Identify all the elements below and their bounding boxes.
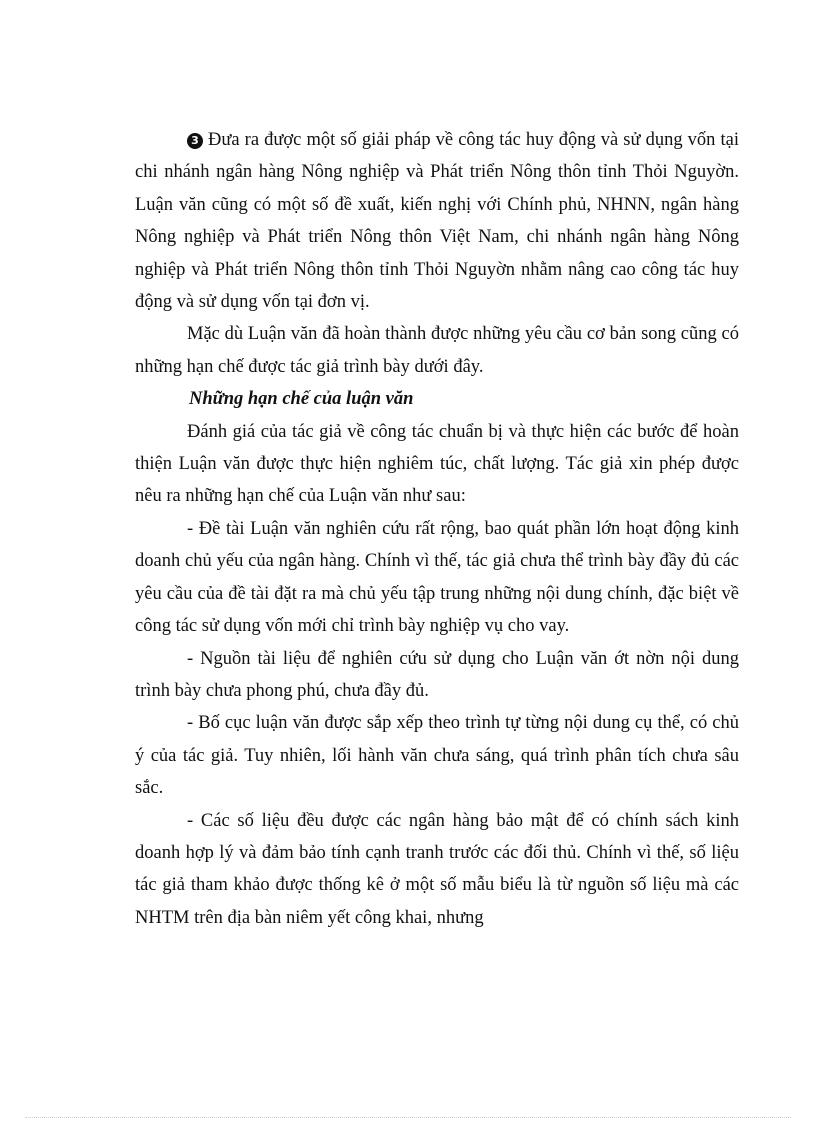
section-heading: Những hạn chế của luận văn (189, 389, 414, 410)
document-body (135, 124, 739, 934)
summary-paragraph: Mặc dù Luận văn đã hoàn thành được những yêu cầu cơ bản song cũng có những hạn chế được tác giả trình bày dưới đây. (135, 324, 739, 377)
bullet-paragraph-text: Đưa ra được một số giải pháp về công tác huy động và sử dụng vốn tại chi nhánh ngân hàng Nông nghiệp và Phát triển Nông thôn tỉnh Thỏi Nguyờn. Luận văn cũng có một số đề xuất, kiến nghị với Chính phủ, NHNN, ngân hàng Nông nghiệp và Phát triển Nông thôn Việt Nam, chi nhánh ngân hàng Nông nghiệp và Phát triển Nông thôn tỉnh Thỏi Nguyờn nhằm nâng cao công tác huy động và sử dụng vốn tại đơn vị. (135, 130, 739, 313)
intro-paragraph: Đánh giá của tác giả về công tác chuẩn bị và thực hiện các bước để hoàn thiện Luận văn được thực hiện nghiêm túc, chất lượng. Tác giả xin phép được nêu ra những hạn chế của Luận văn như sau: (135, 421, 739, 507)
footer-rule (25, 1117, 791, 1118)
limitation-item: - Nguồn tài liệu để nghiên cứu sử dụng cho Luận văn ớt nờn nội dung trình bày chưa phong phú, chưa đầy đủ. (135, 648, 739, 701)
limitation-item: - Các số liệu đều được các ngân hàng bảo mật để có chính sách kinh doanh hợp lý và đảm bảo tính cạnh tranh trước các đối thủ. Chính vì thế, số liệu tác giả tham khảo được thống kê ở một số mẫu biểu là từ nguồn số liệu mà các NHTM trên địa bàn niêm yết công khai, nhưng (135, 810, 739, 928)
limitation-item: - Bố cục luận văn được sắp xếp theo trình tự từng nội dung cụ thể, có chủ ý của tác giả. Tuy nhiên, lối hành văn chưa sáng, quá trình phân tích chưa sâu sắc. (135, 713, 739, 799)
numbered-bullet-icon: 3 (187, 133, 203, 149)
limitation-item: - Đề tài Luận văn nghiên cứu rất rộng, bao quát phần lớn hoạt động kinh doanh chủ yếu của ngân hàng. Chính vì thế, tác giả chưa thể trình bày đầy đủ các yêu cầu của đề tài đặt ra mà chủ yếu tập trung những nội dung chính, đặc biệt về công tác sử dụng vốn mới chỉ trình bày nghiệp vụ cho vay. (135, 518, 739, 637)
bullet-paragraph (135, 124, 739, 318)
